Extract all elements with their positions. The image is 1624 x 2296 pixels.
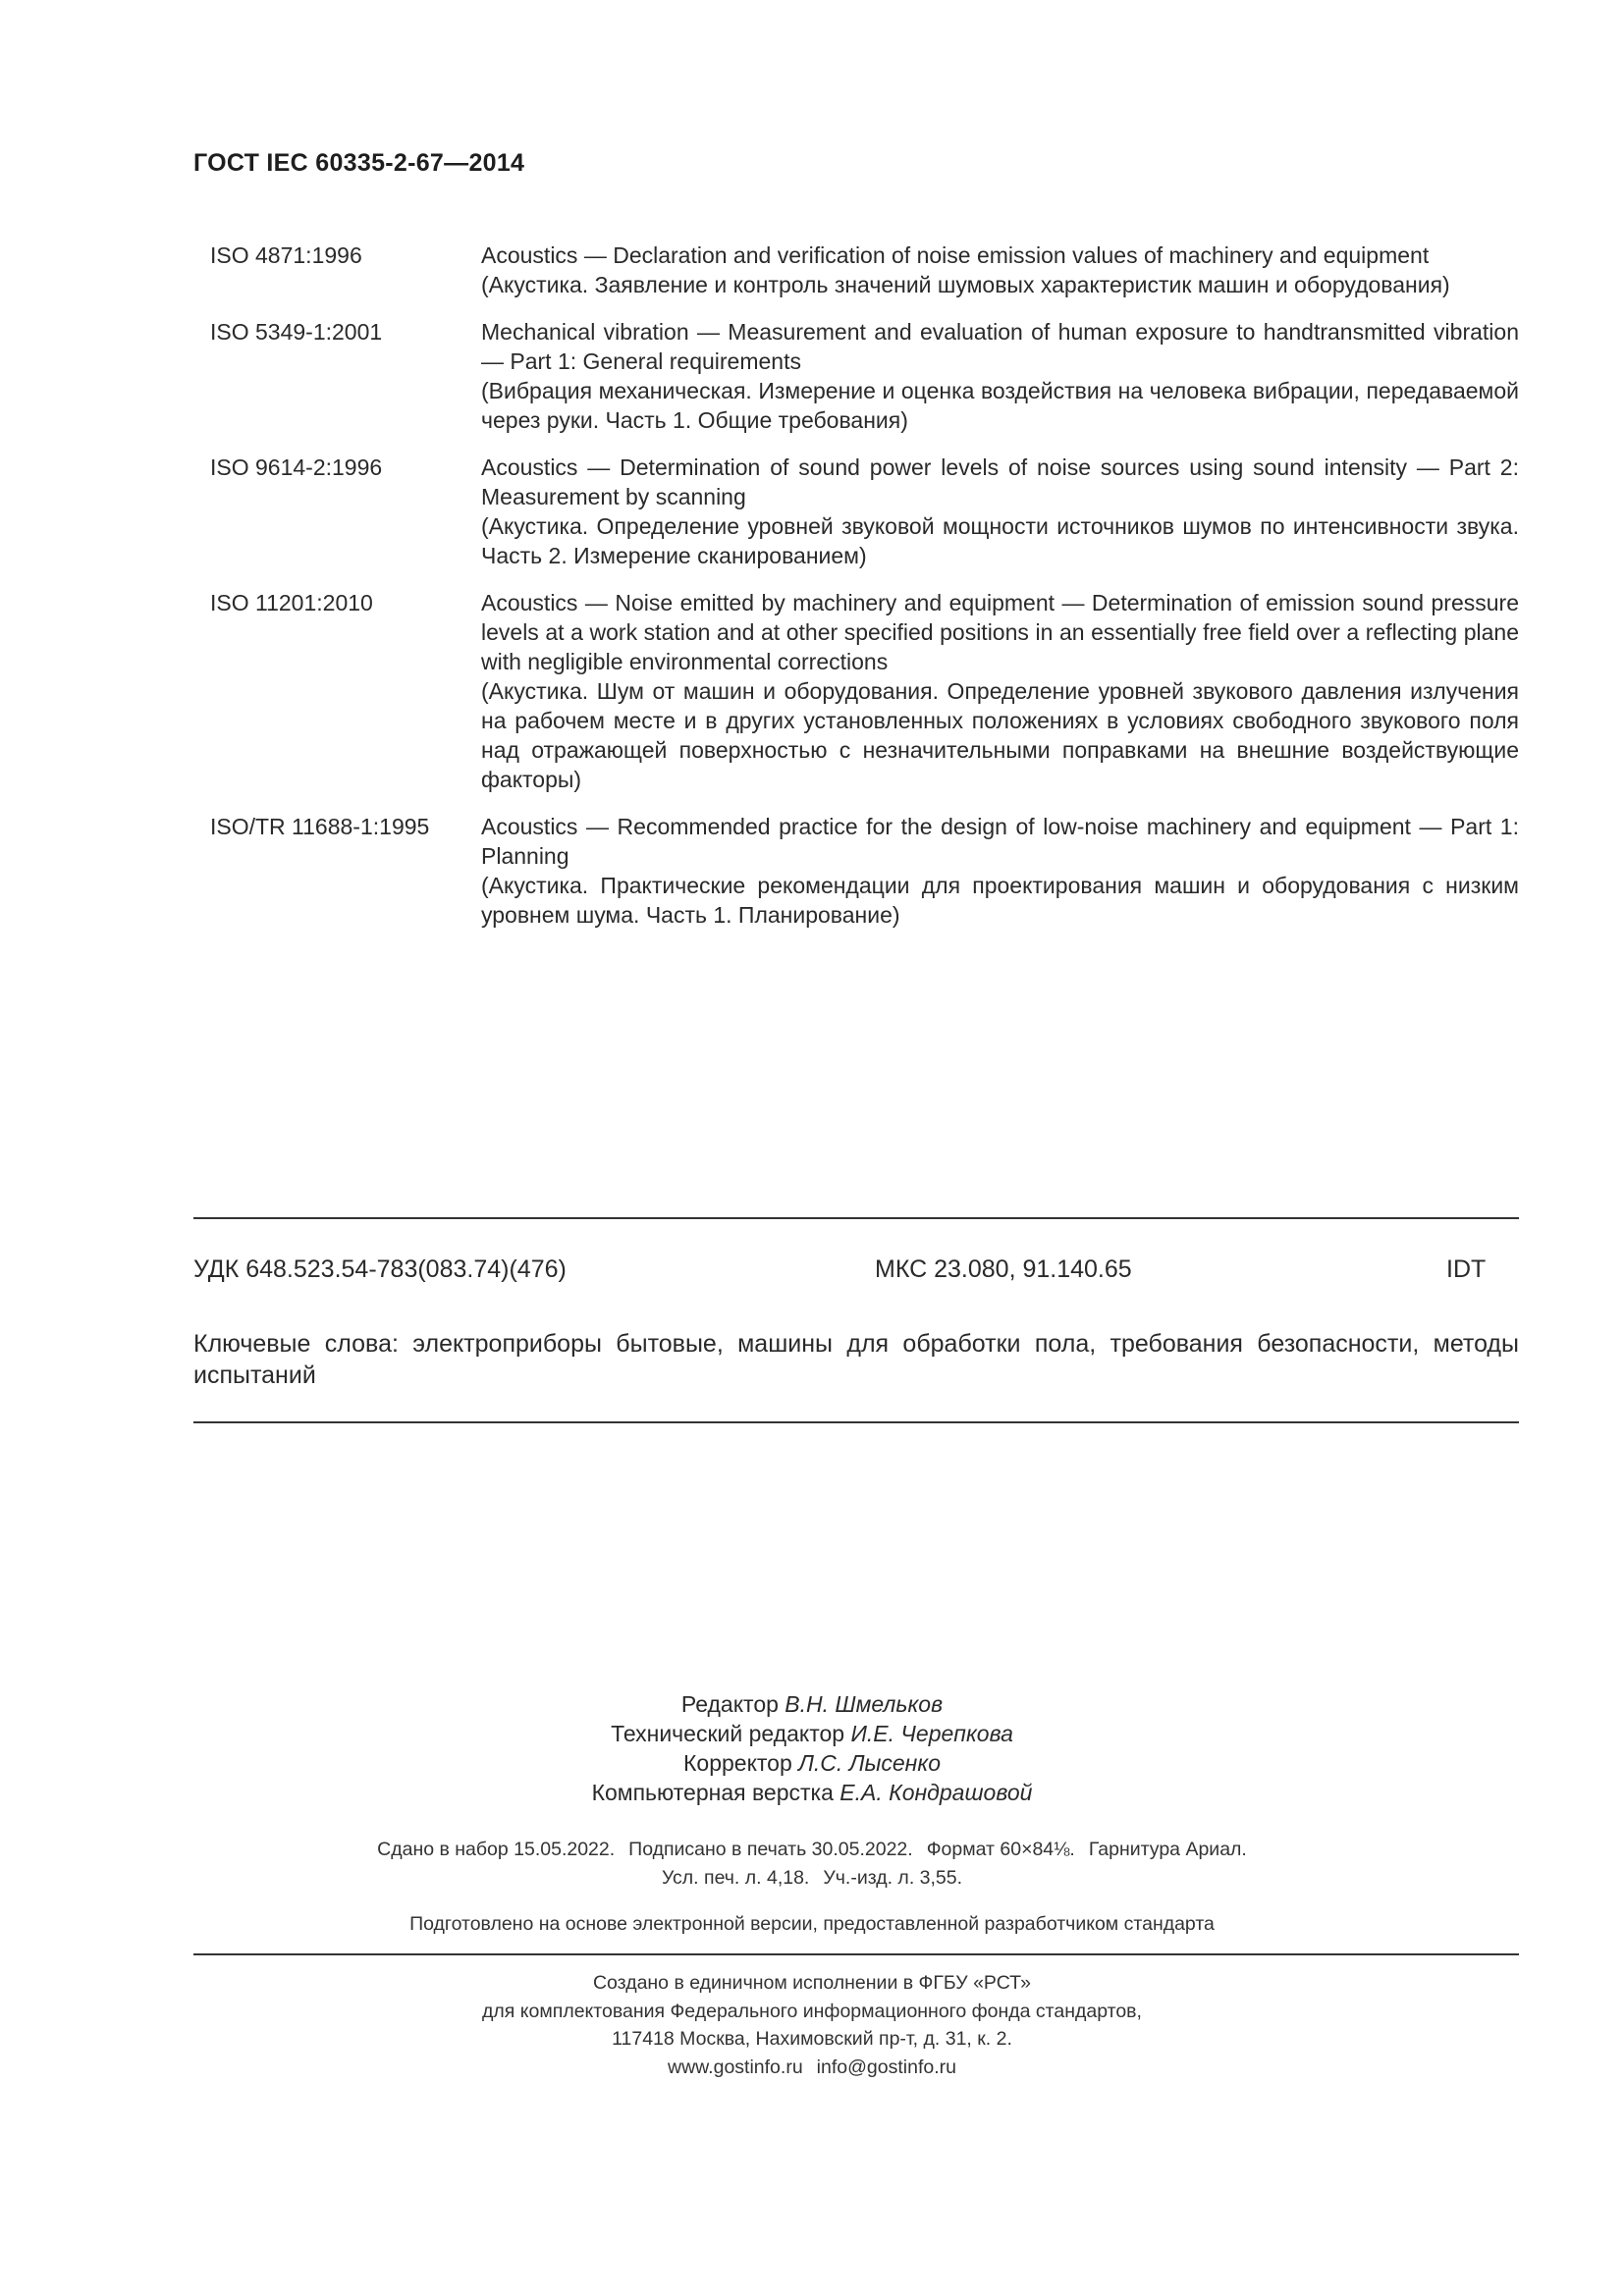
reference-body xyxy=(481,812,1519,930)
reference-body xyxy=(481,588,1519,794)
reference-code: ISO 11201:2010 xyxy=(210,590,373,615)
reference-title-en: Mechanical vibration — Measurement and evaluation of human exposure to handtransmitted vibration — Part 1: General requirements xyxy=(481,319,1519,374)
mks-code: МКС 23.080, 91.140.65 xyxy=(875,1255,1132,1283)
reference-body xyxy=(481,453,1519,570)
reference-title-en: Acoustics — Determination of sound power levels of noise sources using sound intensity — Part 2: Measurement by scanning xyxy=(481,454,1519,509)
reference-code: ISO 5349-1:2001 xyxy=(210,319,383,345)
website-link[interactable]: www.gostinfo.ru xyxy=(668,2056,803,2078)
print-info-line-1: Сдано в набор 15.05.2022. Подписано в печать 30.05.2022. Формат 60×84⅛. Гарнитура Ариал. xyxy=(377,1839,1247,1860)
tech-editor-line: Технический редактор И.Е. Черепкова xyxy=(611,1721,1013,1746)
reference-code: ISO 4871:1996 xyxy=(210,242,362,268)
print-info-line-2: Усл. печ. л. 4,18. Уч.-изд. л. 3,55. xyxy=(661,1867,963,1889)
reference-code: ISO/TR 11688-1:1995 xyxy=(210,814,430,839)
reference-title-ru: (Акустика. Шум от машин и оборудования. Определение уровней звукового давления излучения на рабочем месте и в других установленных положениях в условиях свободного звукового поля над отражающей поверхностью с незначительными поправками на внешние воздействующие факторы) xyxy=(481,678,1519,792)
divider-rule xyxy=(193,1953,1519,1955)
reference-body xyxy=(481,317,1519,435)
reference-title-ru: (Вибрация механическая. Измерение и оценка воздействия на человека вибрации, передаваемой через руки. Часть 1. Общие требования) xyxy=(481,378,1519,433)
publisher-line-2: для комплектования Федерального информационного фонда стандартов, xyxy=(482,2000,1142,2022)
publisher-line-1: Создано в единичном исполнении в ФГБУ «РСТ» xyxy=(592,1972,1032,1994)
print-info xyxy=(0,1836,1624,1893)
keywords: Ключевые слова: электроприборы бытовые, машины для обработки пола, требования безопасности, методы испытаний xyxy=(193,1330,1519,1389)
reference-item xyxy=(193,317,1519,435)
corrector-line: Корректор Л.С. Лысенко xyxy=(683,1750,941,1776)
divider-rule xyxy=(193,1217,1519,1219)
reference-item xyxy=(193,812,1519,930)
reference-title-ru: (Акустика. Практические рекомендации для проектирования машин и оборудования с низким уровнем шума. Часть 1. Планирование) xyxy=(481,873,1519,928)
email-link[interactable]: info@gostinfo.ru xyxy=(816,2056,956,2078)
normative-references-list xyxy=(193,240,1519,947)
editorial-credits xyxy=(0,1689,1624,1807)
reference-title-en: Acoustics — Recommended practice for the design of low-noise machinery and equipment — Part 1: Planning xyxy=(481,814,1519,869)
document-header-title: ГОСТ IEC 60335-2-67—2014 xyxy=(193,149,525,177)
publisher-address: 117418 Москва, Нахимовский пр-т, д. 31, к. 2. xyxy=(612,2028,1012,2050)
reference-title-en: Acoustics — Noise emitted by machinery and equipment — Determination of emission sound pressure levels at a work station and at other specified positions in an essentially free field over a reflecting plane with negligible environmental corrections xyxy=(481,590,1519,674)
reference-title-ru: (Акустика. Определение уровней звуковой мощности источников шумов по интенсивности звука. Часть 2. Измерение сканированием) xyxy=(481,513,1519,568)
publisher-info xyxy=(0,1969,1624,2081)
reference-title-en: Acoustics — Declaration and verification of noise emission values of machinery and equipment xyxy=(481,242,1430,268)
idt-marker: IDT xyxy=(1446,1255,1487,1283)
reference-title-ru: (Акустика. Заявление и контроль значений шумовых характеристик машин и оборудования) xyxy=(481,272,1450,297)
reference-item xyxy=(193,588,1519,794)
reference-code: ISO 9614-2:1996 xyxy=(210,454,383,480)
publisher-contacts xyxy=(0,2054,1624,2082)
editor-line: Редактор В.Н. Шмельков xyxy=(680,1691,944,1717)
reference-item xyxy=(193,453,1519,570)
prepared-note: Подготовлено на основе электронной версии, предоставленной разработчиком стандарта xyxy=(409,1913,1215,1935)
reference-body xyxy=(481,240,1519,299)
layout-line: Компьютерная верстка Е.А. Кондрашовой xyxy=(591,1780,1033,1805)
udk-code: УДК 648.523.54-783(083.74)(476) xyxy=(193,1255,567,1283)
reference-item xyxy=(193,240,1519,299)
divider-rule xyxy=(193,1421,1519,1423)
